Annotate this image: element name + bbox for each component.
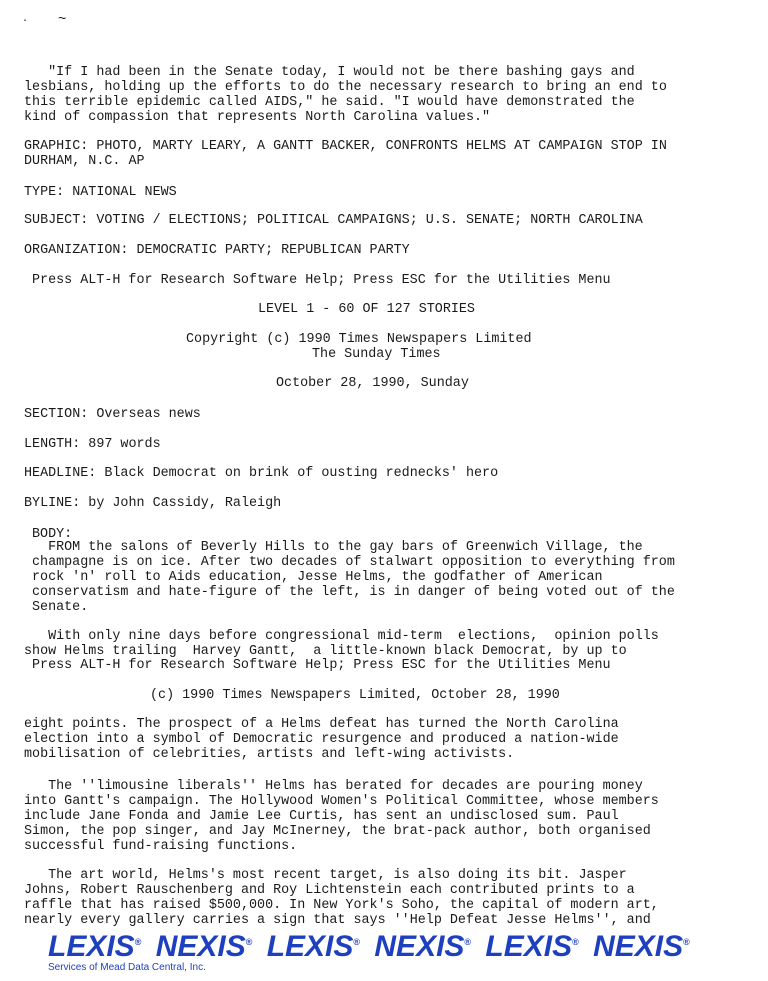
registered-mark: ®	[572, 937, 579, 947]
publication-date: October 28, 1990, Sunday	[276, 376, 469, 391]
body-paragraph: The art world, Helms's most recent target, is also doing its bit. Jasper Johns, Robert Rauschenberg and Roy Lichtenstein each contributed prints to a raffle that has raised $500,000. In New York's Soho, the capital of modern art, nearly every gallery carries a sign that says ''Help Defeat Jesse Helms'', and	[24, 868, 659, 928]
body-paragraph: eight points. The prospect of a Helms defeat has turned the North Carolina election into a symbol of Democratic resurgence and produced a nation-wide mobilisation of celebrities, artists and left-wing activists.	[24, 717, 619, 762]
subject-field: SUBJECT: VOTING / ELECTIONS; POLITICAL CAMPAIGNS; U.S. SENATE; NORTH CAROLINA	[24, 213, 643, 228]
body-paragraph: FROM the salons of Beverly Hills to the gay bars of Greenwich Village, the champagne is on ice. After two decades of stalwart opposition to everything from rock 'n' roll to Aids education, Jesse Helms, the godfather of American conservatism and hate-figure of the left, is in danger of being voted out of the Senate.	[32, 540, 675, 615]
registered-mark: ®	[464, 937, 472, 947]
registered-mark: ®	[134, 937, 142, 947]
registered-mark: ®	[245, 937, 253, 947]
body-paragraph: The ''limousine liberals'' Helms has berated for decades are pouring money into Gantt's campaign. The Hollywood Women's Political Committee, whose members include Jane Fonda and Jamie Lee Curtis, has sent an undisclosed sum. Paul Simon, the pop singer, and Jay McInerney, the brat-pack author, both organised successful fund-raising functions.	[24, 779, 659, 854]
body-paragraph: With only nine days before congressional mid-term elections, opinion polls show Helms trailing Harvey Gantt, a little-known black Democrat, by up to	[24, 629, 659, 659]
lexis-logo: LEXIS	[266, 930, 354, 963]
scan-dot-mark: .	[22, 14, 29, 25]
lexis-logo: LEXIS	[48, 930, 135, 963]
byline-field: BYLINE: by John Cassidy, Raleigh	[24, 496, 282, 511]
body-label: BODY:	[32, 527, 73, 542]
copyright-line: Copyright (c) 1990 Times Newspapers Limited	[186, 332, 532, 347]
organization-field: ORGANIZATION: DEMOCRATIC PARTY; REPUBLICAN PARTY	[24, 243, 410, 258]
headline-field: HEADLINE: Black Democrat on brink of ousting rednecks' hero	[24, 466, 499, 481]
level-indicator: LEVEL 1 - 60 OF 127 STORIES	[258, 302, 475, 317]
lexis-logo: LEXIS	[485, 930, 573, 963]
registered-mark: ®	[353, 937, 361, 947]
footer-copyright: (c) 1990 Times Newspapers Limited, October 28, 1990	[150, 688, 560, 703]
scan-squiggle-mark: ~	[58, 12, 67, 28]
length-field: LENGTH: 897 words	[24, 437, 161, 452]
quote-paragraph: "If I had been in the Senate today, I would not be there bashing gays and lesbians, holding up the efforts to do the necessary research to bring an end to this terrible epidemic called AIDS," he said. "I would have demonstrated the kind of compassion that represents North Carolina values."	[24, 65, 667, 125]
help-text-bottom: Press ALT-H for Research Software Help; Press ESC for the Utilities Menu	[32, 658, 611, 673]
nexis-logo: NEXIS	[374, 930, 465, 963]
banner-subtitle: Services of Mead Data Central, Inc.	[48, 962, 206, 973]
graphic-field: GRAPHIC: PHOTO, MARTY LEARY, A GANTT BACKER, CONFRONTS HELMS AT CAMPAIGN STOP IN DURHAM, N.C. AP	[24, 139, 667, 169]
section-field: SECTION: Overseas news	[24, 407, 201, 422]
help-text-top: Press ALT-H for Research Software Help; Press ESC for the Utilities Menu	[32, 273, 611, 288]
publication-name: The Sunday Times	[312, 347, 441, 362]
nexis-logo: NEXIS	[593, 930, 684, 963]
registered-mark: ®	[683, 937, 690, 947]
nexis-logo: NEXIS	[155, 930, 246, 963]
lexis-nexis-banner	[48, 930, 728, 964]
type-field: TYPE: NATIONAL NEWS	[24, 185, 177, 200]
